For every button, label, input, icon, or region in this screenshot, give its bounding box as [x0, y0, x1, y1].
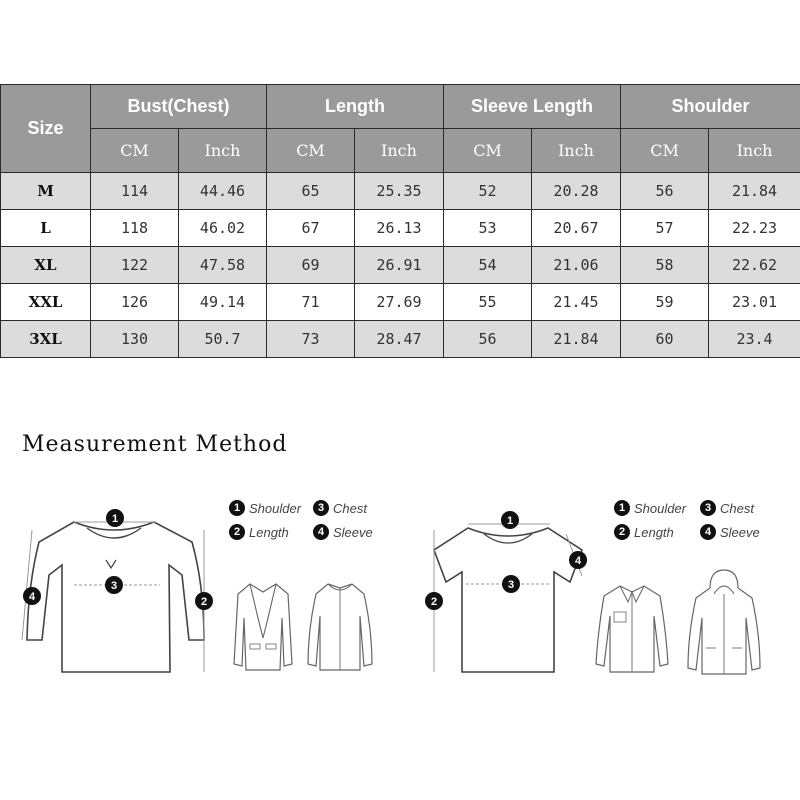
value-cell: 26.13 — [355, 210, 444, 247]
legend-sleeve: Sleeve — [333, 524, 373, 540]
unit-header: CM — [267, 129, 355, 173]
num-1-badge: 1 — [614, 500, 630, 516]
marker-4-label: 4 — [574, 555, 582, 567]
legend-shoulder: Shoulder — [634, 500, 687, 516]
value-cell: 122 — [91, 247, 179, 284]
value-cell: 52 — [444, 173, 532, 210]
value-cell: 67 — [267, 210, 355, 247]
value-cell: 130 — [91, 321, 179, 358]
value-cell: 54 — [444, 247, 532, 284]
tshirt-outline — [434, 528, 582, 672]
hoodie-illustration — [684, 568, 764, 678]
legend-shoulder: Shoulder — [249, 500, 302, 516]
blazer-illustration — [232, 578, 294, 674]
value-cell: 23.01 — [709, 284, 800, 321]
table-row — [1, 173, 800, 210]
measurement-method-title: Measurement Method — [22, 432, 288, 457]
shoulder-header: Shoulder — [621, 85, 800, 129]
size-cell: M — [1, 173, 91, 210]
size-header: Size — [1, 85, 91, 173]
size-cell: XXL — [1, 284, 91, 321]
value-cell: 21.06 — [532, 247, 621, 284]
unit-header: Inch — [532, 129, 621, 173]
unit-header: CM — [444, 129, 532, 173]
legend-chest: Chest — [333, 500, 367, 516]
num-4-badge: 4 — [313, 524, 329, 540]
legend-left — [229, 500, 389, 544]
sweater-outline — [27, 522, 204, 672]
num-4-badge: 4 — [700, 524, 716, 540]
legend-length: Length — [249, 524, 289, 540]
value-cell: 21.84 — [532, 321, 621, 358]
table-row — [1, 284, 800, 321]
value-cell: 56 — [621, 173, 709, 210]
size-cell: L — [1, 210, 91, 247]
legend-length: Length — [634, 524, 674, 540]
unit-header: Inch — [355, 129, 444, 173]
num-2-badge: 2 — [229, 524, 245, 540]
num-3-badge: 3 — [313, 500, 329, 516]
size-cell: 3XL — [1, 321, 91, 358]
value-cell: 22.62 — [709, 247, 800, 284]
value-cell: 55 — [444, 284, 532, 321]
marker-3-label: 3 — [110, 580, 118, 592]
num-1-badge: 1 — [229, 500, 245, 516]
size-cell: XL — [1, 247, 91, 284]
legend-sleeve: Sleeve — [720, 524, 760, 540]
value-cell: 28.47 — [355, 321, 444, 358]
shirt-illustration — [592, 580, 672, 676]
value-cell: 114 — [91, 173, 179, 210]
value-cell: 69 — [267, 247, 355, 284]
value-cell: 56 — [444, 321, 532, 358]
tshirt-measure-diagram — [420, 500, 600, 682]
value-cell: 47.58 — [179, 247, 267, 284]
unit-header: Inch — [709, 129, 800, 173]
value-cell: 26.91 — [355, 247, 444, 284]
marker-1-label: 1 — [506, 515, 514, 527]
jacket-illustration — [304, 580, 376, 674]
legend-chest: Chest — [720, 500, 754, 516]
value-cell: 27.69 — [355, 284, 444, 321]
legend-right — [614, 500, 784, 544]
value-cell: 46.02 — [179, 210, 267, 247]
sleeve-length-header: Sleeve Length — [444, 85, 621, 129]
value-cell: 60 — [621, 321, 709, 358]
value-cell: 53 — [444, 210, 532, 247]
value-cell: 20.67 — [532, 210, 621, 247]
unit-header: CM — [621, 129, 709, 173]
value-cell: 71 — [267, 284, 355, 321]
value-cell: 50.7 — [179, 321, 267, 358]
value-cell: 44.46 — [179, 173, 267, 210]
num-3-badge: 3 — [700, 500, 716, 516]
marker-3-label: 3 — [507, 579, 515, 591]
value-cell: 57 — [621, 210, 709, 247]
unit-header: Inch — [179, 129, 267, 173]
unit-header: CM — [91, 129, 179, 173]
value-cell: 65 — [267, 173, 355, 210]
table-row — [1, 210, 800, 247]
value-cell: 118 — [91, 210, 179, 247]
bust-header: Bust(Chest) — [91, 85, 267, 129]
num-2-badge: 2 — [614, 524, 630, 540]
value-cell: 23.4 — [709, 321, 800, 358]
value-cell: 22.23 — [709, 210, 800, 247]
value-cell: 21.45 — [532, 284, 621, 321]
marker-4-label: 4 — [28, 591, 36, 603]
value-cell: 25.35 — [355, 173, 444, 210]
value-cell: 20.28 — [532, 173, 621, 210]
table-row — [1, 321, 800, 358]
size-chart-table — [0, 84, 800, 358]
value-cell: 21.84 — [709, 173, 800, 210]
marker-1-label: 1 — [111, 513, 119, 525]
length-header: Length — [267, 85, 444, 129]
value-cell: 126 — [91, 284, 179, 321]
value-cell: 59 — [621, 284, 709, 321]
value-cell: 73 — [267, 321, 355, 358]
marker-2-label: 2 — [200, 596, 208, 608]
value-cell: 58 — [621, 247, 709, 284]
table-row — [1, 247, 800, 284]
marker-2-label: 2 — [430, 596, 438, 608]
sweater-measure-diagram — [14, 490, 224, 690]
value-cell: 49.14 — [179, 284, 267, 321]
